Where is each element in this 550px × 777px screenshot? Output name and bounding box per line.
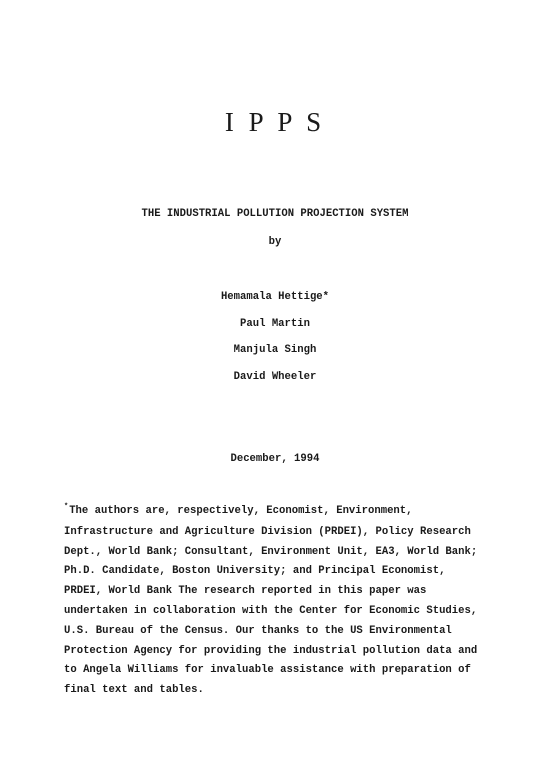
footnote-line: U.S. Bureau of the Census. Our thanks to the US Environmental	[64, 624, 452, 637]
author-footnote	[64, 502, 504, 701]
footnote-line: final text and tables.	[64, 684, 204, 697]
publication-date: December, 1994	[230, 453, 320, 465]
footnote-line: Protection Agency for providing the industrial pollution data and	[64, 644, 478, 657]
document-subtitle: THE INDUSTRIAL POLLUTION PROJECTION SYSTEM	[141, 208, 409, 220]
author-name: Paul Martin	[240, 318, 310, 330]
footnote-line: Dept., World Bank; Consultant, Environment Unit, EA3, World Bank;	[64, 545, 478, 558]
footnote-line: Ph.D. Candidate, Boston University; and Principal Economist,	[64, 565, 446, 578]
footnote-line: PRDEI, World Bank The research reported in this paper was	[64, 585, 427, 598]
author-name: Hemamala Hettige*	[220, 291, 330, 303]
document-title: I P P S	[224, 107, 326, 137]
footnote-line: Infrastructure and Agriculture Division (PRDEI), Policy Research	[64, 525, 471, 538]
author-name: Manjula Singh	[233, 344, 317, 356]
footnote-line: to Angela Williams for invaluable assistance with preparation of	[64, 664, 471, 677]
footnote-line: undertaken in collaboration with the Center for Economic Studies,	[64, 604, 478, 617]
footnote-marker: *	[64, 503, 69, 511]
by-line: by	[268, 236, 282, 248]
footnote-line	[64, 502, 504, 523]
footnote-line-text: The authors are, respectively, Economist, Environment,	[69, 505, 413, 517]
author-name: David Wheeler	[233, 371, 317, 383]
